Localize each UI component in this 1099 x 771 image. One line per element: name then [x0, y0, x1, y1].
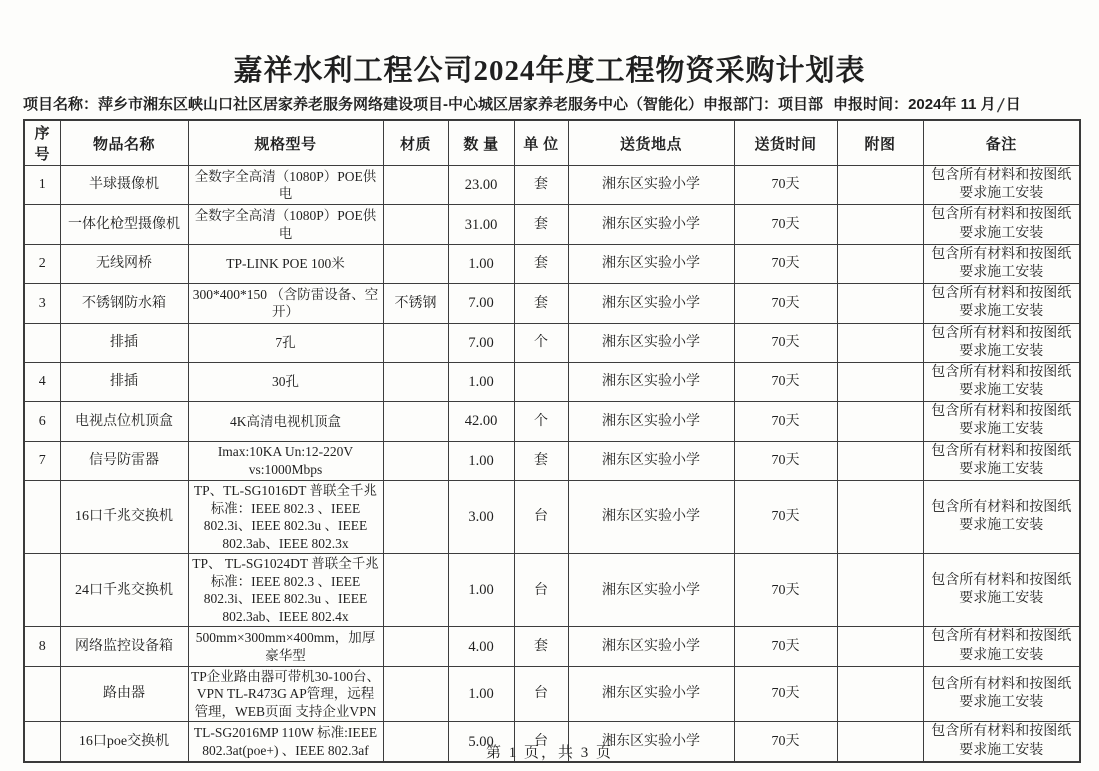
- cell-item-name: 16口千兆交换机: [60, 481, 188, 554]
- cell-quantity: 4.00: [448, 627, 514, 666]
- cell-quantity: 3.00: [448, 481, 514, 554]
- cell-delivery-time: 70天: [734, 441, 837, 480]
- cell-delivery-location: 湘东区实验小学: [568, 284, 734, 323]
- project-name-label: 项目名称：: [23, 96, 99, 113]
- table-row: [24, 362, 1080, 401]
- cell-attachment: [837, 205, 923, 244]
- cell-spec: Imax:10KA Un:12-220V vs:1000Mbps: [188, 441, 383, 480]
- cell-delivery-time: 70天: [734, 481, 837, 554]
- cell-remark: 包含所有材料和按图纸要求施工安装: [923, 441, 1080, 480]
- cell-remark: 包含所有材料和按图纸要求施工安装: [923, 481, 1080, 554]
- cell-material: [383, 481, 448, 554]
- cell-material: [383, 362, 448, 401]
- procurement-table: [23, 119, 1081, 763]
- cell-unit: 个: [514, 402, 568, 441]
- cell-item-name: 不锈钢防水箱: [60, 284, 188, 323]
- cell-delivery-location: 湘东区实验小学: [568, 166, 734, 205]
- cell-spec: TP-LINK POE 100米: [188, 244, 383, 283]
- cell-remark: 包含所有材料和按图纸要求施工安装: [923, 722, 1080, 762]
- cell-seq: 3: [24, 284, 60, 323]
- cell-remark: 包含所有材料和按图纸要求施工安装: [923, 284, 1080, 323]
- cell-delivery-time: 70天: [734, 554, 837, 627]
- table-row: [24, 666, 1080, 722]
- cell-unit: 套: [514, 244, 568, 283]
- table-row: [24, 166, 1080, 205]
- cell-delivery-time: 70天: [734, 244, 837, 283]
- cell-unit: 台: [514, 554, 568, 627]
- cell-delivery-time: 70天: [734, 722, 837, 762]
- cell-spec: 300*400*150 （含防雷设备、空开）: [188, 284, 383, 323]
- cell-remark: 包含所有材料和按图纸要求施工安装: [923, 666, 1080, 722]
- table-row: [24, 441, 1080, 480]
- cell-attachment: [837, 402, 923, 441]
- cell-seq: [24, 323, 60, 362]
- cell-material: [383, 554, 448, 627]
- cell-delivery-location: 湘东区实验小学: [568, 554, 734, 627]
- table-row: [24, 481, 1080, 554]
- cell-seq: [24, 481, 60, 554]
- cell-attachment: [837, 244, 923, 283]
- cell-quantity: 1.00: [448, 244, 514, 283]
- cell-item-name: 排插: [60, 323, 188, 362]
- cell-quantity: 7.00: [448, 323, 514, 362]
- cell-remark: 包含所有材料和按图纸要求施工安装: [923, 627, 1080, 666]
- cell-item-name: 无线网桥: [60, 244, 188, 283]
- table-row: [24, 244, 1080, 283]
- cell-delivery-location: 湘东区实验小学: [568, 627, 734, 666]
- cell-delivery-time: 70天: [734, 166, 837, 205]
- table-row: [24, 722, 1080, 762]
- cell-attachment: [837, 284, 923, 323]
- cell-delivery-time: 70天: [734, 284, 837, 323]
- cell-unit: 套: [514, 205, 568, 244]
- cell-seq: 2: [24, 244, 60, 283]
- cell-unit: 个: [514, 323, 568, 362]
- cell-remark: 包含所有材料和按图纸要求施工安装: [923, 205, 1080, 244]
- cell-spec: 全数字全高清（1080P）POE供电: [188, 166, 383, 205]
- report-time-value: 2024年 11 月: [908, 96, 996, 113]
- col-header-seq: 序号: [24, 120, 60, 166]
- cell-attachment: [837, 441, 923, 480]
- cell-seq: [24, 722, 60, 762]
- col-header-spec: 规格型号: [188, 120, 383, 166]
- cell-item-name: 电视点位机顶盒: [60, 402, 188, 441]
- cell-seq: 4: [24, 362, 60, 401]
- cell-delivery-time: 70天: [734, 323, 837, 362]
- col-header-unit: 单 位: [514, 120, 568, 166]
- handwritten-day-mark: ∕: [995, 94, 1005, 117]
- cell-material: [383, 402, 448, 441]
- cell-material: [383, 205, 448, 244]
- cell-quantity: 23.00: [448, 166, 514, 205]
- cell-quantity: 1.00: [448, 441, 514, 480]
- cell-material: [383, 166, 448, 205]
- cell-item-name: 信号防雷器: [60, 441, 188, 480]
- col-header-attachment: 附图: [837, 120, 923, 166]
- col-header-remark: 备注: [923, 120, 1080, 166]
- table-row: [24, 554, 1080, 627]
- cell-seq: [24, 205, 60, 244]
- table-row: [24, 205, 1080, 244]
- cell-seq: [24, 666, 60, 722]
- cell-spec: 30孔: [188, 362, 383, 401]
- cell-delivery-location: 湘东区实验小学: [568, 244, 734, 283]
- cell-unit: 台: [514, 666, 568, 722]
- cell-delivery-location: 湘东区实验小学: [568, 323, 734, 362]
- cell-seq: 6: [24, 402, 60, 441]
- cell-item-name: 路由器: [60, 666, 188, 722]
- cell-remark: 包含所有材料和按图纸要求施工安装: [923, 362, 1080, 401]
- cell-delivery-time: 70天: [734, 666, 837, 722]
- cell-remark: 包含所有材料和按图纸要求施工安装: [923, 402, 1080, 441]
- table-row: [24, 323, 1080, 362]
- cell-attachment: [837, 362, 923, 401]
- cell-item-name: 16口poe交换机: [60, 722, 188, 762]
- cell-remark: 包含所有材料和按图纸要求施工安装: [923, 554, 1080, 627]
- table-row: [24, 627, 1080, 666]
- cell-item-name: 排插: [60, 362, 188, 401]
- cell-item-name: 网络监控设备箱: [60, 627, 188, 666]
- page-title: 嘉祥水利工程公司2024年度工程物资采购计划表: [233, 55, 866, 87]
- cell-delivery-location: 湘东区实验小学: [568, 441, 734, 480]
- cell-spec: 4K高清电视机顶盒: [188, 402, 383, 441]
- cell-remark: 包含所有材料和按图纸要求施工安装: [923, 244, 1080, 283]
- cell-remark: 包含所有材料和按图纸要求施工安装: [923, 166, 1080, 205]
- project-name-value: 萍乡市湘东区峡山口社区居家养老服务网络建设项目-中心城区居家养老服务中心（智能化）: [98, 96, 704, 113]
- cell-quantity: 5.00: [448, 722, 514, 762]
- cell-attachment: [837, 481, 923, 554]
- cell-seq: 8: [24, 627, 60, 666]
- cell-material: [383, 244, 448, 283]
- cell-quantity: 31.00: [448, 205, 514, 244]
- cell-delivery-location: 湘东区实验小学: [568, 666, 734, 722]
- cell-material: 不锈钢: [383, 284, 448, 323]
- cell-attachment: [837, 722, 923, 762]
- cell-quantity: 42.00: [448, 402, 514, 441]
- cell-material: [383, 441, 448, 480]
- cell-unit: 套: [514, 166, 568, 205]
- cell-seq: [24, 554, 60, 627]
- cell-delivery-location: 湘东区实验小学: [568, 205, 734, 244]
- cell-spec: TL-SG2016MP 110W 标准:IEEE 802.3at(poe+) 、IEEE 802.3af: [188, 722, 383, 762]
- cell-seq: 1: [24, 166, 60, 205]
- cell-quantity: 1.00: [448, 362, 514, 401]
- cell-delivery-location: 湘东区实验小学: [568, 362, 734, 401]
- cell-unit: 套: [514, 284, 568, 323]
- cell-spec: 500mm×300mm×400mm，加厚豪华型: [188, 627, 383, 666]
- cell-unit: 套: [514, 627, 568, 666]
- col-header-material: 材质: [383, 120, 448, 166]
- page-footer: 第 1 页，共 3 页: [485, 745, 613, 761]
- table-row: [24, 402, 1080, 441]
- cell-spec: 全数字全高清（1080P）POE供电: [188, 205, 383, 244]
- cell-delivery-location: 湘东区实验小学: [568, 722, 734, 762]
- cell-spec: TP、 TL-SG1024DT 普联全千兆 标准：IEEE 802.3 、IEEE 802.3i、IEEE 802.3u 、IEEE 802.3ab、IEEE 802.4x: [188, 554, 383, 627]
- cell-delivery-time: 70天: [734, 627, 837, 666]
- table-row: [24, 284, 1080, 323]
- dept-value: 项目部: [778, 96, 824, 113]
- col-header-delivery-location: 送货地点: [568, 120, 734, 166]
- cell-attachment: [837, 666, 923, 722]
- col-header-delivery-time: 送货时间: [734, 120, 837, 166]
- cell-material: [383, 627, 448, 666]
- cell-material: [383, 666, 448, 722]
- cell-quantity: 1.00: [448, 554, 514, 627]
- cell-attachment: [837, 627, 923, 666]
- cell-unit: 台: [514, 722, 568, 762]
- col-header-item-name: 物品名称: [60, 120, 188, 166]
- cell-delivery-location: 湘东区实验小学: [568, 481, 734, 554]
- cell-spec: TP企业路由器可带机30-100台、VPN TL-R473G AP管理，远程管理，WEB页面 支持企业VPN: [188, 666, 383, 722]
- cell-unit: 台: [514, 481, 568, 554]
- cell-attachment: [837, 323, 923, 362]
- cell-unit: 套: [514, 441, 568, 480]
- cell-remark: 包含所有材料和按图纸要求施工安装: [923, 323, 1080, 362]
- cell-delivery-time: 70天: [734, 362, 837, 401]
- cell-delivery-location: 湘东区实验小学: [568, 402, 734, 441]
- cell-unit: [514, 362, 568, 401]
- cell-material: [383, 323, 448, 362]
- cell-material: [383, 722, 448, 762]
- table-body: [24, 166, 1080, 762]
- project-info-line: [23, 93, 1083, 117]
- cell-delivery-time: 70天: [734, 402, 837, 441]
- cell-item-name: 半球摄像机: [60, 166, 188, 205]
- cell-attachment: [837, 166, 923, 205]
- dept-label: 申报部门：: [703, 96, 779, 113]
- report-time-suffix: 日: [1005, 96, 1021, 113]
- cell-spec: TP、TL-SG1016DT 普联全千兆 标准：IEEE 802.3 、IEEE 802.3i、IEEE 802.3u 、IEEE 802.3ab、IEEE 802.3x: [188, 481, 383, 554]
- cell-item-name: 24口千兆交换机: [60, 554, 188, 627]
- cell-item-name: 一体化枪型摄像机: [60, 205, 188, 244]
- cell-attachment: [837, 554, 923, 627]
- cell-delivery-time: 70天: [734, 205, 837, 244]
- table-header-row: [24, 120, 1080, 166]
- report-time-label: 申报时间：: [833, 96, 909, 113]
- cell-seq: 7: [24, 441, 60, 480]
- cell-quantity: 1.00: [448, 666, 514, 722]
- cell-spec: 7孔: [188, 323, 383, 362]
- col-header-quantity: 数 量: [448, 120, 514, 166]
- cell-quantity: 7.00: [448, 284, 514, 323]
